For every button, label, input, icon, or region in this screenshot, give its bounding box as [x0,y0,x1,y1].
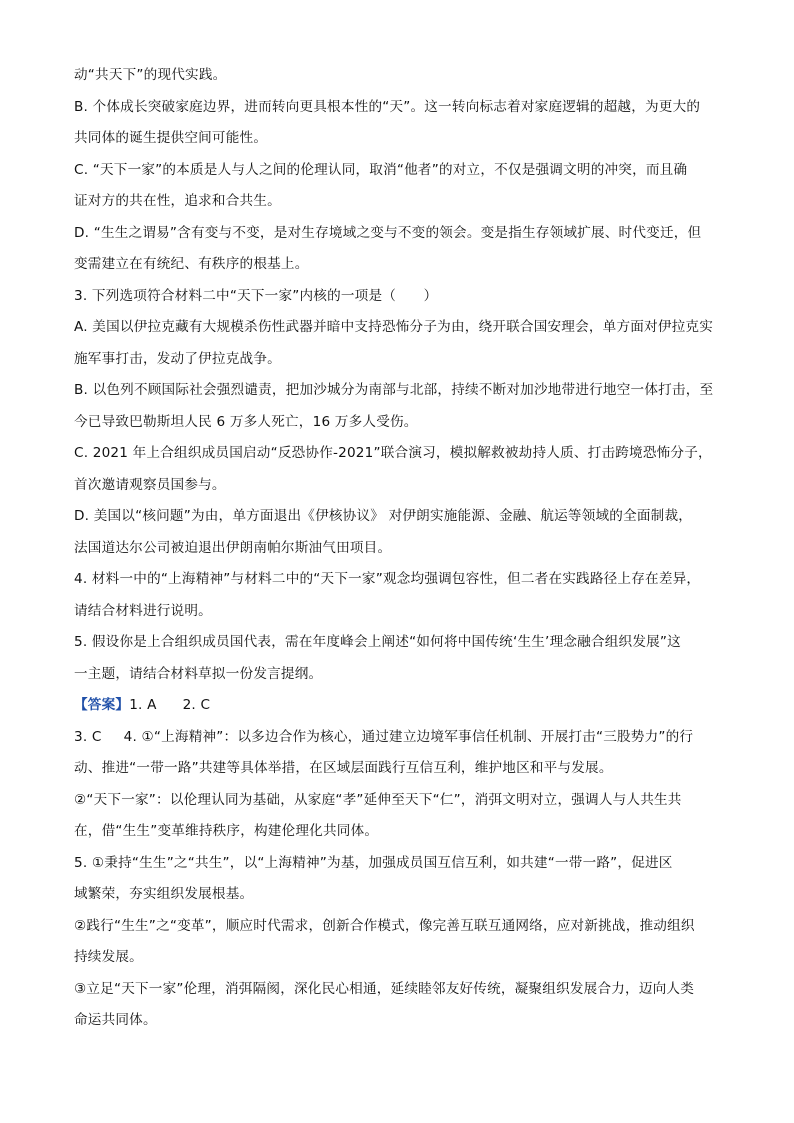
answer-line [74,722,724,754]
option-b-line: B. 个体成长突破家庭边界，进而转向更具根本性的“天”。这一转向标志着对家庭逻辑的超越，为更大的 [74,98,701,115]
answer-header-line [74,690,724,722]
answer-tag: 【答案】 [74,697,130,713]
answer-4-start: 4. ①“上海精神”：以多边合作为核心，通过建立边境军事信任机制、开展打击“三股势力”的行 [123,728,694,745]
document-body [74,60,724,1037]
text-line: 动“共天下”的现代实践。 [74,67,227,83]
answer-line: 5. ①秉持“生生”之“共生”，以“上海精神”为基，加强成员国互信互利，如共建“一带一路”，促进区 [74,854,673,871]
q3-option-d: D. 美国以“核问题”为由，单方面退出《伊核协议》 对伊朗实施能源、金融、航运等领域的全面制裁， [74,508,693,524]
answer-3: 3. C [74,728,102,745]
answer-line: ③立足“天下一家”伦理，消弭隔阂，深化民心相通，延续睦邻友好传统，凝聚组织发展合力，迈向人类 [74,980,694,997]
option-d-line: D. “生生之谓易”含有变与不变，是对生存境域之变与不变的领会。变是指生存领域扩展、时代变迁，但 [74,224,702,241]
q3-option-b: B. 以色列不顾国际社会强烈谴责，把加沙城分为南部与北部，持续不断对加沙地带进行地空一体打击，至 [74,382,714,398]
answer-line: 域繁荣，夯实组织发展根基。 [74,886,254,902]
text-line: 首次邀请观察员国参与。 [74,476,226,493]
option-c-line: C. “天下一家”的本质是人与人之间的伦理认同，取消“他者”的对立，不仅是强调文明的冲突，而且确 [74,161,688,178]
text-line: 变需建立在有统纪、有秩序的根基上。 [74,256,309,272]
q3-option-c: C. 2021 年上合组织成员国启动“反恐协作-2021”联合演习，模拟解救被劫持人质、打击跨境恐怖分子， [74,445,712,461]
question-5: 5. 假设你是上合组织成员国代表，需在年度峰会上阐述“如何将中国传统‘生生’理念融合组织发展”这 [74,634,681,650]
answer-1: 1. A [129,697,157,713]
answer-line: ②践行“生生”之“变革”，顺应时代需求，创新合作模式，像完善互联互通网络，应对新挑战，推动组织 [74,917,695,934]
answer-line: 命运共同体。 [74,1012,157,1028]
text-line: 施军事打击，发动了伊拉克战争。 [74,350,281,367]
text-line: 法国道达尔公司被迫退出伊朗南帕尔斯油气田项目。 [74,539,392,556]
text-line: 一主题，请结合材料草拟一份发言提纲。 [74,665,323,682]
question-4: 4. 材料一中的“上海精神”与材料二中的“天下一家”观念均强调包容性，但二者在实践路径上存在差异， [74,571,701,587]
answer-line: 动、推进“一带一路”共建等具体举措，在区域层面践行互信互利，维护地区和平与发展。 [74,760,613,776]
text-line: 请结合材料进行说明。 [74,602,212,619]
text-line: 今已导致巴勒斯坦人民 6 万多人死亡，16 万多人受伤。 [74,413,418,430]
answer-line: 在，借“生生”变革维持秩序，构建伦理化共同体。 [74,823,379,839]
answer-line: ②“天下一家”：以伦理认同为基础，从家庭“孝”延伸至天下“仁”，消弭文明对立，强调人与人共生共 [74,791,682,808]
answer-2: 2. C [182,697,211,713]
question-3: 3. 下列选项符合材料二中“天下一家”内核的一项是（ ） [74,287,438,304]
q3-option-a: A. 美国以伊拉克藏有大规模杀伤性武器并暗中支持恐怖分子为由，绕开联合国安理会，单方面对伊拉克实 [74,319,714,335]
text-line: 证对方的共在性，追求和合共生。 [74,193,281,209]
text-line: 共同体的诞生提供空间可能性。 [74,130,268,146]
answer-line: 持续发展。 [74,949,143,965]
